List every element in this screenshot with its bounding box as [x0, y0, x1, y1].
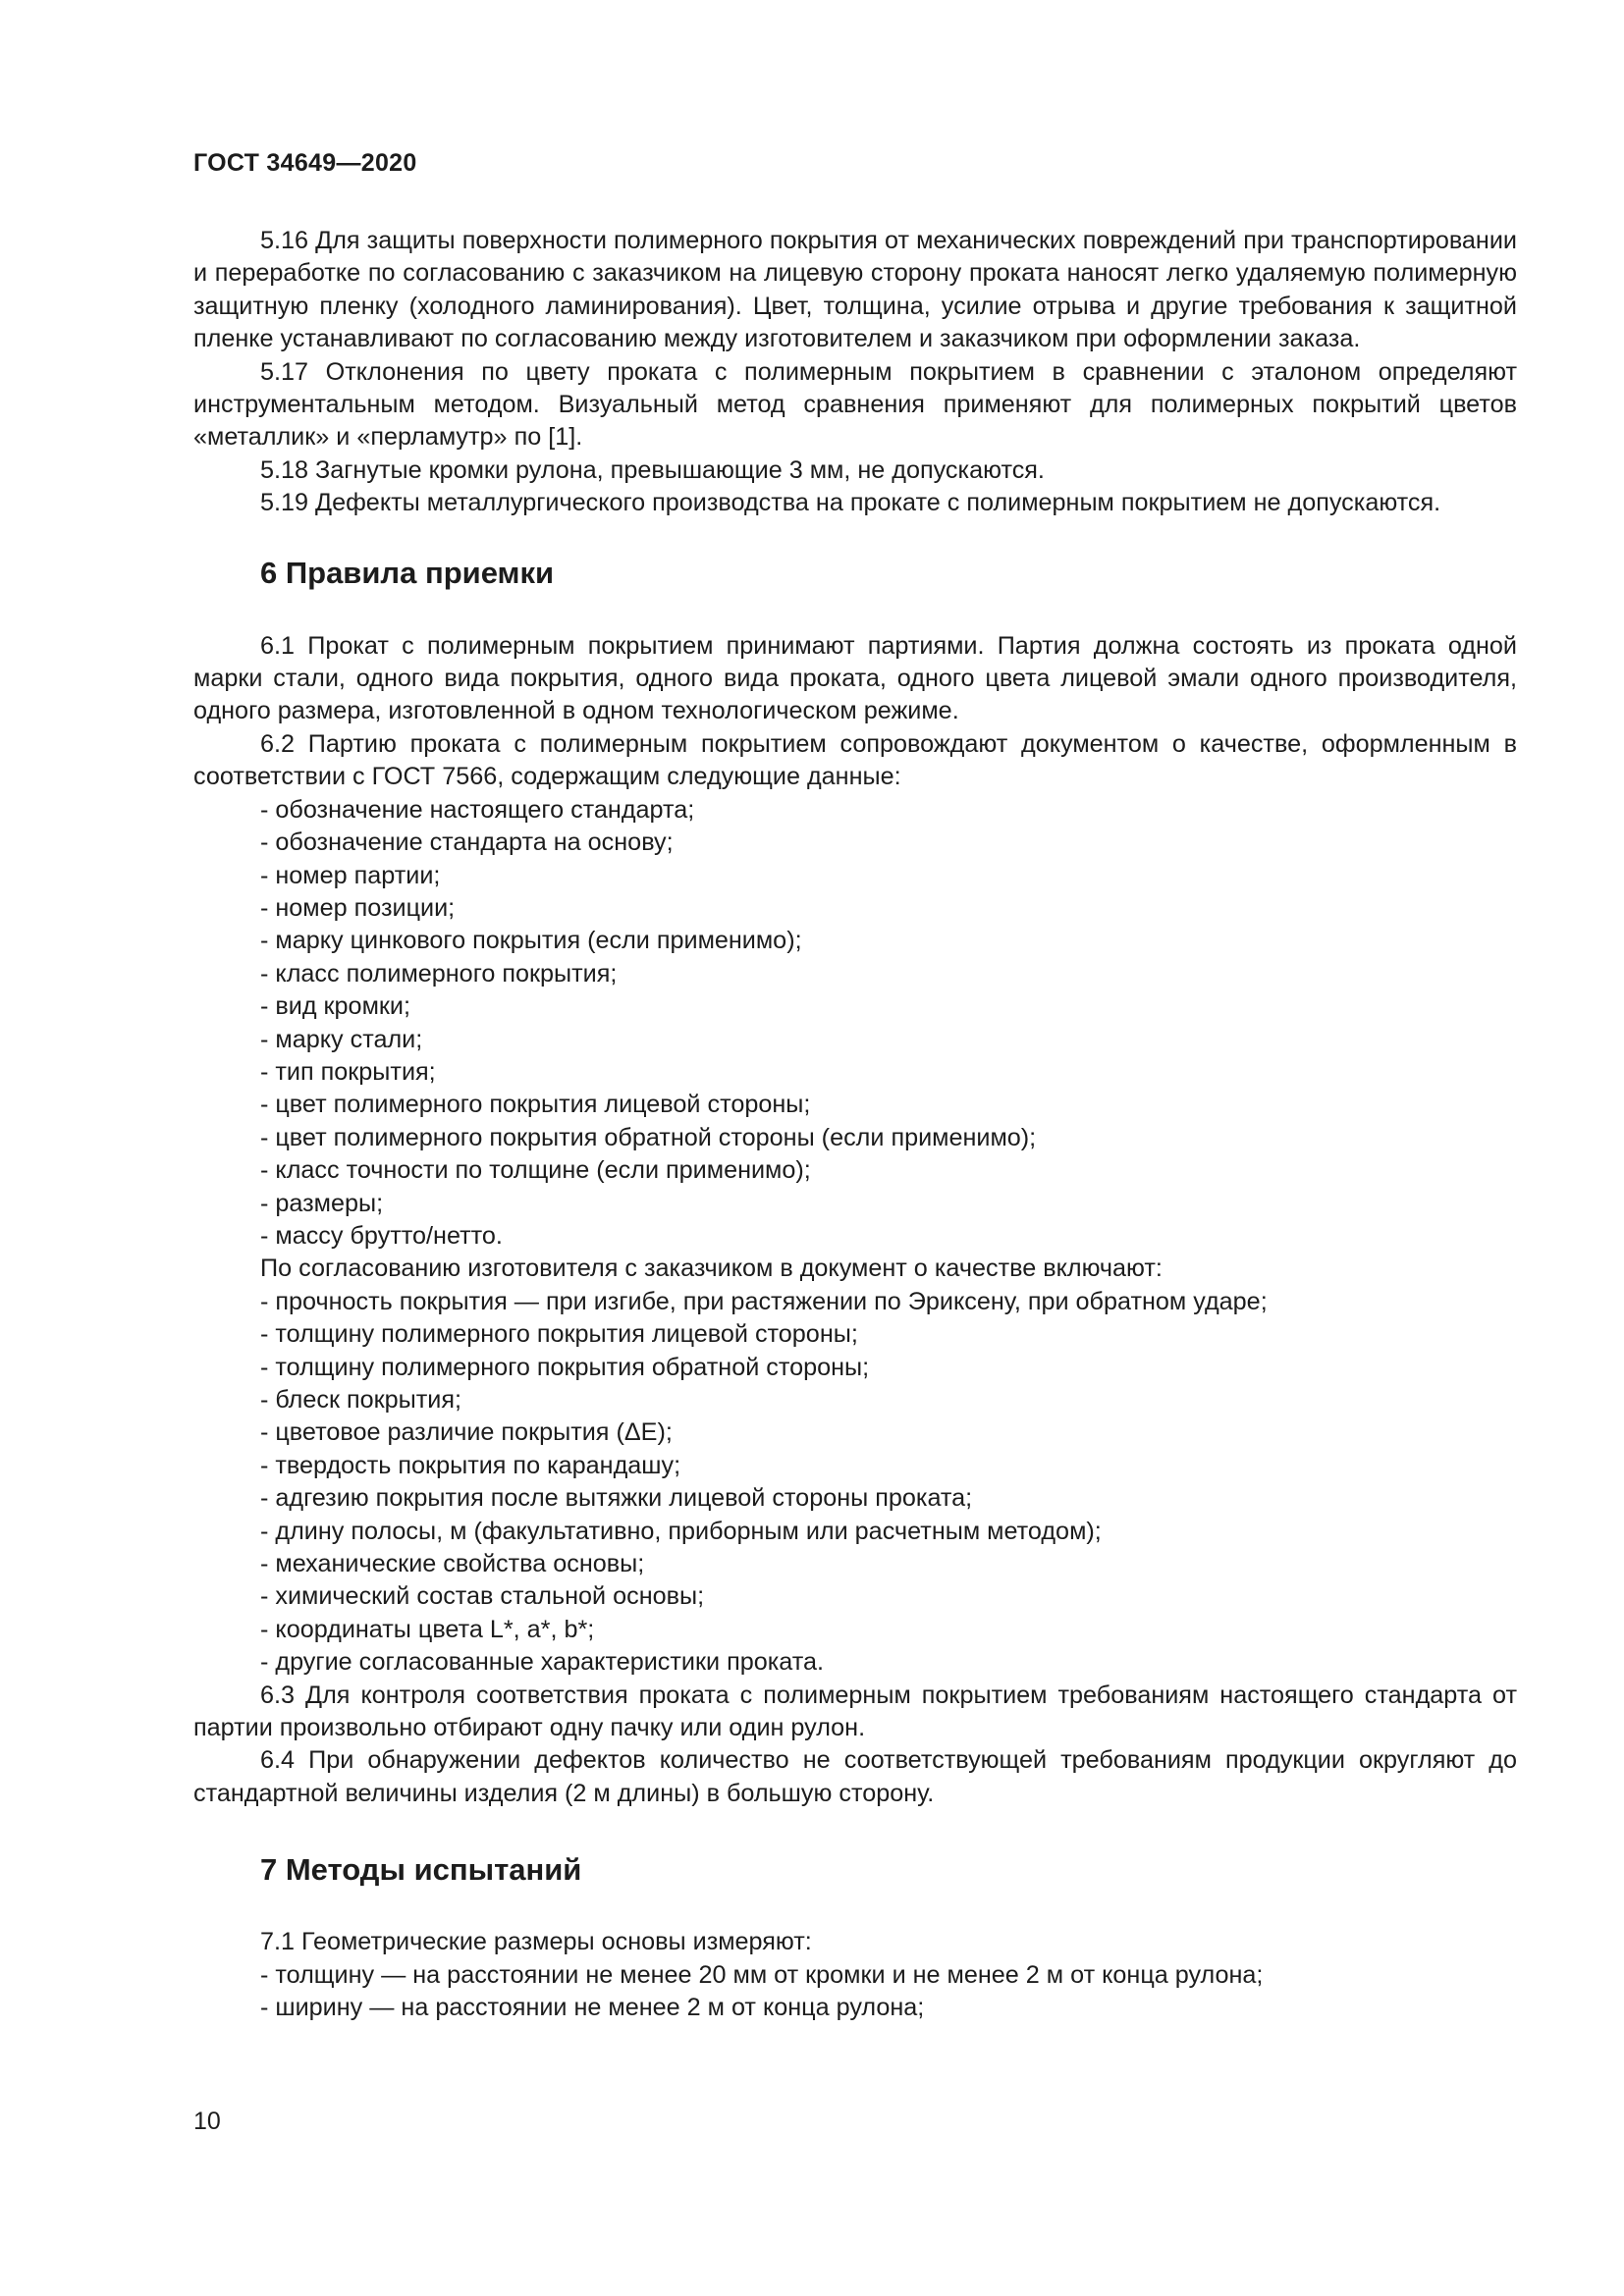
section-7-heading: 7 Методы испытаний [260, 1852, 582, 1888]
clause-5-18: 5.18 Загнутые кромки рулона, превышающие 3 мм, не допускаются. [260, 455, 1045, 484]
list-item: - толщину полимерного покрытия обратной стороны; [260, 1353, 870, 1381]
agreement-list [193, 1286, 1517, 1680]
agreement-intro: По согласованию изготовителя с заказчиком в документ о качестве включают: [260, 1255, 1163, 1283]
list-item: - номер позиции; [260, 893, 456, 922]
list-item: - длину полосы, м (факультативно, приборным или расчетным методом); [260, 1517, 1102, 1545]
list-item: - обозначение стандарта на основу; [260, 828, 674, 857]
clause-5-17: 5.17 Отклонения по цвету проката с полимерным покрытием в сравнении с эталоном определяют инструментальным методом. Визуальный метод сравнения применяют для полимерных покрытий цветов «металлик» и «перламутр» по [1]. [193, 357, 1517, 452]
clause-6-4: 6.4 При обнаружении дефектов количество не соответствующей требованиям продукции округляют до стандартной величины изделия (2 м длины) в большую сторону. [193, 1746, 1517, 1807]
list-item: - номер партии; [260, 861, 441, 889]
document-code: ГОСТ 34649—2020 [193, 149, 417, 177]
list-item: - цвет полимерного покрытия лицевой стороны; [260, 1091, 811, 1119]
list-item: - размеры; [260, 1189, 384, 1217]
list-item: - прочность покрытия — при изгибе, при растяжении по Эриксену, при обратном ударе; [260, 1287, 1268, 1315]
list-item: - ширину — на расстоянии не менее 2 м от конца рулона; [260, 1994, 925, 2022]
list-item: - блеск покрытия; [260, 1386, 462, 1414]
list-item: - марку цинкового покрытия (если применимо); [260, 927, 802, 955]
clause-7-1: 7.1 Геометрические размеры основы измеряют: [260, 1928, 812, 1956]
list-item: - тип покрытия; [260, 1057, 436, 1086]
list-item: - химический состав стальной основы; [260, 1582, 705, 1611]
clause-6-1: 6.1 Прокат с полимерным покрытием принимают партиями. Партия должна состоять из проката одной марки стали, одного вида покрытия, одного вида проката, одного цвета лицевой эмали одного производителя, одного размера, изготовленной в одном технологическом режиме. [193, 631, 1517, 725]
list-item: - вид кромки; [260, 992, 410, 1021]
page-body [193, 225, 1517, 2025]
list-item: - другие согласованные характеристики проката. [260, 1648, 825, 1677]
list-item: - класс точности по толщине (если применимо); [260, 1156, 811, 1185]
page-number: 10 [193, 2108, 221, 2135]
list-item: - твердость покрытия по карандашу; [260, 1451, 681, 1479]
list-item: - механические свойства основы; [260, 1550, 645, 1578]
list-item: - массу брутто/нетто. [260, 1221, 503, 1250]
clause-5-19: 5.19 Дефекты металлургического производства на прокате с полимерным покрытием не допускаются. [260, 489, 1441, 517]
list-item: - цветовое различие покрытия (ΔE); [260, 1418, 673, 1447]
list-item: - класс полимерного покрытия; [260, 959, 618, 988]
list-item: - толщину — на расстоянии не менее 20 мм от кромки и не менее 2 м от конца рулона; [260, 1960, 1264, 1989]
list-item: - толщину полимерного покрытия лицевой стороны; [260, 1320, 858, 1349]
list-item: - марку стали; [260, 1025, 423, 1053]
clause-5-16: 5.16 Для защиты поверхности полимерного покрытия от механических повреждений при транспортировании и переработке по согласованию с заказчиком на лицевую сторону проката наносят легко удаляемую полимерную защитную пленку (холодного ламинирования). Цвет, толщина, усилие отрыва и другие требования к защитной пленке устанавливают по согласованию между изготовителем и заказчиком при оформлении заказа. [193, 227, 1517, 353]
list-item: - цвет полимерного покрытия обратной стороны (если применимо); [260, 1123, 1037, 1151]
quality-document-list [193, 794, 1517, 1254]
clause-6-3: 6.3 Для контроля соответствия проката с полимерным покрытием требованиям настоящего стандарта от партии произвольно отбирают одну пачку или один рулон. [193, 1681, 1517, 1742]
list-item: - обозначение настоящего стандарта; [260, 795, 695, 824]
section-6-heading: 6 Правила приемки [260, 555, 555, 590]
list-item: - координаты цвета L*, a*, b*; [260, 1615, 595, 1643]
measurement-list [193, 1959, 1517, 2025]
clause-6-2: 6.2 Партию проката с полимерным покрытием сопровождают документом о качестве, оформленным в соответствии с ГОСТ 7566, содержащим следующие данные: [193, 729, 1517, 791]
list-item: - адгезию покрытия после вытяжки лицевой стороны проката; [260, 1484, 973, 1513]
